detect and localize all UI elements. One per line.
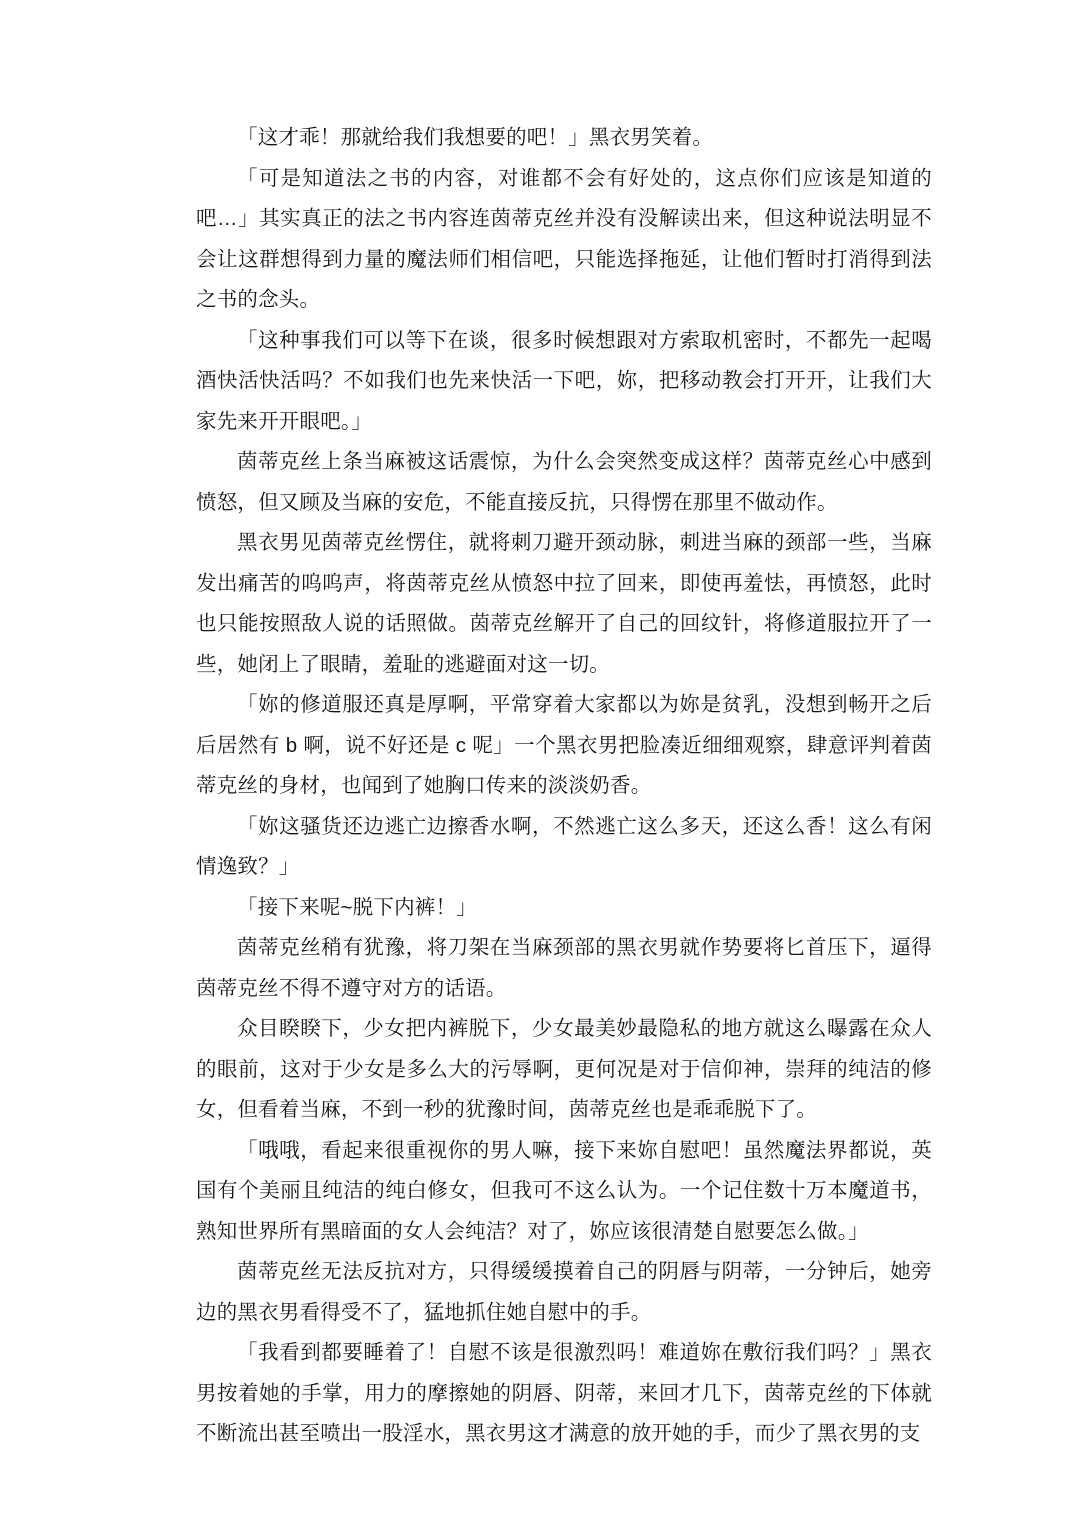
paragraph: 茵蒂克丝稍有犹豫，将刀架在当麻颈部的黑衣男就作势要将匕首压下，逼得茵蒂克丝不得不遵守对方的话语。 [196, 936, 932, 1000]
paragraph: 茵蒂克丝无法反抗对方，只得缓缓摸着自己的阴唇与阴蒂，一分钟后，她旁边的黑衣男看得受不了，猛地抓住她自慰中的手。 [196, 1260, 932, 1324]
paragraph: 「可是知道法之书的内容，对谁都不会有好处的，这点你们应该是知道的吧…」其实真正的法之书内容连茵蒂克丝并没有没解读出来，但这种说法明显不会让这群想得到力量的魔法师们相信吧，只能选择拖延，让他们暂时打消得到法之书的念头。 [196, 166, 932, 311]
paragraph: 茵蒂克丝上条当麻被这话震惊，为什么会突然变成这样？茵蒂克丝心中感到愤怒，但又顾及当麻的安危，不能直接反抗，只得愣在那里不做动作。 [196, 450, 932, 514]
document-body [196, 118, 932, 1455]
paragraph: 「接下来呢~脱下内裤！」 [237, 895, 477, 919]
paragraph: 「这才乖！那就给我们我想要的吧！」黑衣男笑着。 [237, 126, 714, 149]
paragraph: 「这种事我们可以等下在谈，很多时候想跟对方索取机密时，不都先一起喝酒快活快活吗？不如我们也先来快活一下吧，妳，把移动教会打开开，让我们大家先来开开眼吧。」 [196, 328, 932, 433]
paragraph: 黑衣男见茵蒂克丝愣住，就将刺刀避开颈动脉，刺进当麻的颈部一些，当麻发出痛苦的呜呜声，将茵蒂克丝从愤怒中拉了回来，即使再羞怯，再愤怒，此时也只能按照敌人说的话照做。茵蒂克丝解开了自己的回纹针，将修道服拉开了一些，她闭上了眼睛，羞耻的逃避面对这一切。 [196, 531, 932, 676]
paragraph: 「妳的修道服还真是厚啊，平常穿着大家都以为妳是贫乳，没想到畅开之后后居然有 b 啊，说不好还是 c 呢」一个黑衣男把脸凑近细细观察，肆意评判着茵蒂克丝的身材，也闻到了她胸口传来的淡淡奶香。 [196, 693, 932, 797]
paragraph: 众目睽睽下，少女把内裤脱下，少女最美妙最隐私的地方就这么曝露在众人的眼前，这对于少女是多么大的污辱啊，更何况是对于信仰神，崇拜的纯洁的修女，但看着当麻，不到一秒的犹豫时间，茵蒂克丝也是乖乖脱下了。 [196, 1017, 932, 1121]
paragraph: 「哦哦，看起来很重视你的男人嘛，接下来妳自慰吧！虽然魔法界都说，英国有个美丽且纯洁的纯白修女，但我可不这么认为。一个记住数十万本魔道书，熟知世界所有黑暗面的女人会纯洁？对了，妳应该很清楚自慰要怎么做。」 [196, 1138, 932, 1243]
paragraph: 「我看到都要睡着了！自慰不该是很激烈吗！难道妳在敷衍我们吗？」黑衣男按着她的手掌，用力的摩擦她的阴唇、阴蒂，来回才几下，茵蒂克丝的下体就不断流出甚至喷出一股淫水，黑衣男这才满意的放开她的手，而少了黑衣男的支 [196, 1341, 932, 1445]
paragraph: 「妳这骚货还边逃亡边擦香水啊，不然逃亡这么多天，还这么香！这么有闲情逸致？」 [196, 814, 932, 878]
